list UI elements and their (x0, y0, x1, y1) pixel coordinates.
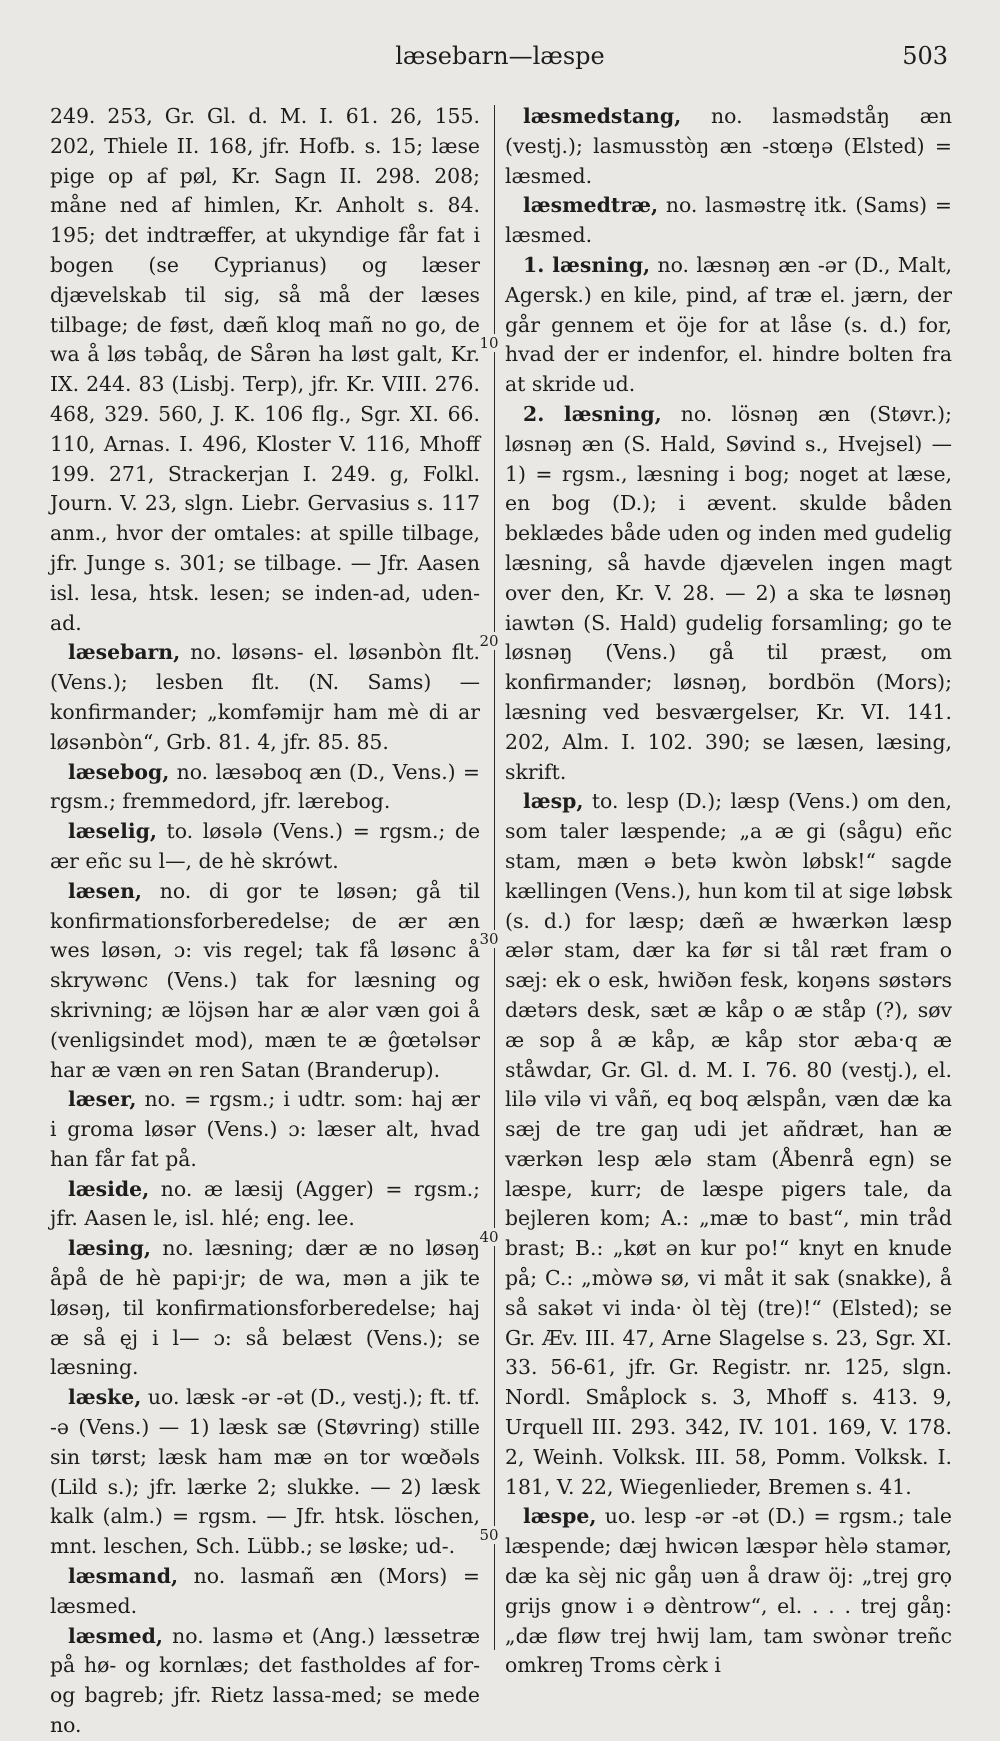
entry-text: uo. lesp -ər -ət (D.) = rgsm.; tale læspende; dæj hwicən læspər hèlə stamər, dæ ka sèj nic gåŋ uən å draw öj: „trej grọ grijs gnow i ə dèntrow“, el. . . . trej gåŋ: „dæ fløw trej hwij lam, tam swònər treñc omkreŋ Troms cèrk i (505, 1504, 952, 1678)
headword: 1. læsning, (523, 252, 651, 277)
dictionary-entry (50, 638, 480, 757)
headword: læser, (68, 1087, 137, 1112)
headword: læske, (68, 1385, 142, 1410)
dictionary-entry (50, 1234, 480, 1383)
headword: læsmed, (68, 1623, 164, 1648)
dictionary-entry (50, 1562, 480, 1622)
dictionary-entry (50, 877, 480, 1086)
page-header (0, 38, 1000, 78)
right-column (505, 102, 952, 1681)
entry-text: no. lasmə et (Ang.) læssetræ på hø- og kornlæs; det fastholdes af for- og bagreb; jfr. Rietz lassa-med; se mede no. (50, 1623, 481, 1738)
entry-text: uo. læsk -ər -ət (D., vestj.); ft. tf. -ə (Vens.) — 1) læsk sæ (Støvring) stille sin tørst; læsk ham mæ ən tor wœðəls (Lild s.); jfr. lærke 2; slukke. — 2) læsk kalk (alm.) = rgsm. — Jfr. htsk. löschen, mnt. leschen, Sch. Lübb.; se løske; ud-. (50, 1385, 481, 1559)
entry-text: 249. 253, Gr. Gl. d. M. I. 61. 26, 155. 202, Thiele II. 168, jfr. Hofb. s. 15; læse pige op af pøl, Kr. Sagn II. 298. 208; måne ned af himlen, Kr. Anholt s. 84. 195; det indtræffer, at ukyndige får fat i bogen (se Cyprianus) og læser djævelskab til sig, så må der læses tilbage; de føst, dæñ kloq mañ no go, de wa å løs təbåq, de Sårən ha løst galt, Kr. IX. 244. 83 (Lisbj. Terp), jfr. Kr. VIII. 276. 468, 329. 560, J. K. 106 flg., Sgr. XI. 66. 110, Arnas. I. 496, Kloster V. 116, Mhoff 199. 271, Strackerjan I. 249. g, Folkl. Journ. V. 23, slgn. Liebr. Gervasius s. 117 anm., hvor der omtales: at spille tilbage, jfr. Junge s. 301; se tilbage. — Jfr. Aasen isl. lesa, htsk. lesen; se inden-ad, uden-ad. (50, 104, 480, 635)
headword: læsmedtræ, (523, 193, 659, 218)
entry-text: no. lasmañ æn (Mors) = læsmed. (50, 1564, 480, 1618)
entry-text: no. lasmədståŋ æn (vestj.); lasmusstòŋ æn -stœŋə (Elsted) = læsmed. (505, 104, 953, 188)
page-number: 503 (902, 42, 948, 70)
entry-text: no. løsəns- el. løsənbòn flt. (Vens.); lesben flt. (N. Sams) — konfirmander; „komfəmijr ham mè di ar løsənbòn“, Grb. 81. 4, jfr. 85. 85. (50, 640, 481, 754)
entry-text: to. løsələ (Vens.) = rgsm.; de ær eñc su l—, de hè skrówt. (50, 819, 481, 873)
headword: læsmand, (68, 1564, 179, 1589)
left-column (50, 102, 480, 1741)
dictionary-entry (505, 102, 952, 191)
line-number: 50 (474, 1526, 504, 1544)
headword: læsp, (523, 789, 584, 814)
headword: læsen, (68, 878, 143, 903)
dictionary-entry (50, 1175, 480, 1235)
entry-text: no. læsnəŋ æn -ər (D., Malt, Agersk.) en kile, pind, af træ el. jærn, der går gennem et öje for at låse (s. d.) for, hvad der er indenfor, el. hindre bolten fra at skride ud. (505, 252, 953, 397)
running-title: læsebarn—læspe (395, 42, 605, 70)
headword: læsebog, (68, 759, 170, 784)
headword: læsing, (68, 1236, 152, 1261)
entry-text: no. læsning; dær æ no løsəŋ åpå de hè papi·jr; de wa, mən a jik te løsəŋ, til konfirmationsforberedelse; haj æ så ęj i l— ɔ: så belæst (Vens.); se læsning. (50, 1236, 480, 1380)
line-number: 10 (474, 334, 504, 352)
dictionary-entry (50, 102, 480, 638)
dictionary-entry (505, 400, 952, 787)
dictionary-entry (505, 1502, 952, 1681)
headword: læselig, (68, 819, 157, 844)
entry-text: no. æ læsij (Agger) = rgsm.; jfr. Aasen le, isl. hlé; eng. lee. (50, 1176, 480, 1231)
dictionary-entry (505, 787, 952, 1502)
entry-text: no. = rgsm.; i udtr. som: haj ær i groma løsər (Vens.) ɔ: læser alt, hvad han får fat på. (50, 1087, 480, 1171)
line-number: 30 (474, 930, 504, 948)
dictionary-entry (50, 758, 480, 818)
entry-text: no. læsəboq æn (D., Vens.) = rgsm.; fremmedord, jfr. lærebog. (50, 759, 480, 814)
line-number: 40 (474, 1228, 504, 1246)
entry-text: to. lesp (D.); læsp (Vens.) om den, som taler læspende; „a æ gi (sågu) eñc stam, mæn ə betə kwòn løbsk!“ sagde kællingen (Vens.), hun kom til at sige løbsk (s. d.) for læsp; dæñ æ hwærkən læsp ælər stam, dær ka før si tål ræt fram o sæj: ek o esk, hwiðən fesk, koŋəns søstərs dætərs desk, sæt æ kåp o æ ståp (?), søv æ sop å æ kåp, æ kåp stor æba·q æ ståwdar, Gr. Gl. d. M. I. 76. 80 (vestj.), el. lilə vilə vi våñ, eq boq ælspån, væn dæ ka sæj de tre gaŋ udi jet añdræt, han æ værkən lesp ælə stam (Åbenrå egn) se læspe, kurr; de læspe pigers tale, da bejleren kom; A.: „mæ to bast“, min tråd brast; B.: „køt ən kur po!“ knyt en knude på; C.: „mòwə sø, vi måt it sak (snakke), å så sakət vi inda· òl tèj (tre)!“ (Elsted); se Gr. Æv. III. 47, Arne Slagelse s. 23, Sgr. XI. 33. 56-61, jfr. Gr. Registr. nr. 125, slgn. Nordl. Småplock s. 3, Mhoff s. 413. 9, Urquell III. 293. 342, IV. 101. 169, V. 178. 2, Weinh. Volksk. III. 58, Pomm. Volksk. I. 181, V. 22, Wiegenlieder, Bremen s. 41. (505, 789, 952, 1499)
entry-text: no. lasməstrę itk. (Sams) = læsmed. (505, 193, 953, 248)
headword: 2. læsning, (523, 401, 662, 426)
dictionary-entry (50, 1085, 480, 1174)
headword: læside, (68, 1176, 150, 1201)
line-number: 20 (474, 632, 504, 650)
dictionary-entry (50, 817, 480, 877)
dictionary-entry (505, 191, 952, 251)
entry-text: no. di gor te løsən; gå til konfirmationsforberedelse; de ær æn wes løsən, ɔ: vis regel; tak få løsənc å skrywənc (Vens.) tak for læsning og skrivning; æ löjsən har æ alər væn goi å (venligsindet mod), mæn te æ ĝœtəlsər har æ væn ən ren Satan (Branderup). (50, 878, 480, 1082)
entry-text: no. lösnəŋ æn (Støvr.); løsnəŋ æn (S. Hald, Søvind s., Hvejsel) — 1) = rgsm., læsning i bog; noget at læse, en bog (D.); i ævent. skulde båden beklædes både uden og inden med gudelig læsning, så havde djævelen ingen magt over den, Kr. V. 28. — 2) a ska te løsnəŋ iawtən (S. Hald) gudelig forsamling; go te løsnəŋ (Vens.) gå til præst, om konfirmander; løsnəŋ, bordbön (Mors); læsning ved besværgelser, Kr. VI. 141. 202, Alm. I. 102. 390; se læsen, læsing, skrift. (505, 401, 952, 784)
dictionary-entry (505, 251, 952, 400)
dictionary-entry (50, 1383, 480, 1562)
headword: læsebarn, (68, 640, 181, 665)
headword: læspe, (523, 1504, 597, 1529)
dictionary-entry (50, 1622, 480, 1741)
headword: læsmedstang, (523, 104, 682, 128)
